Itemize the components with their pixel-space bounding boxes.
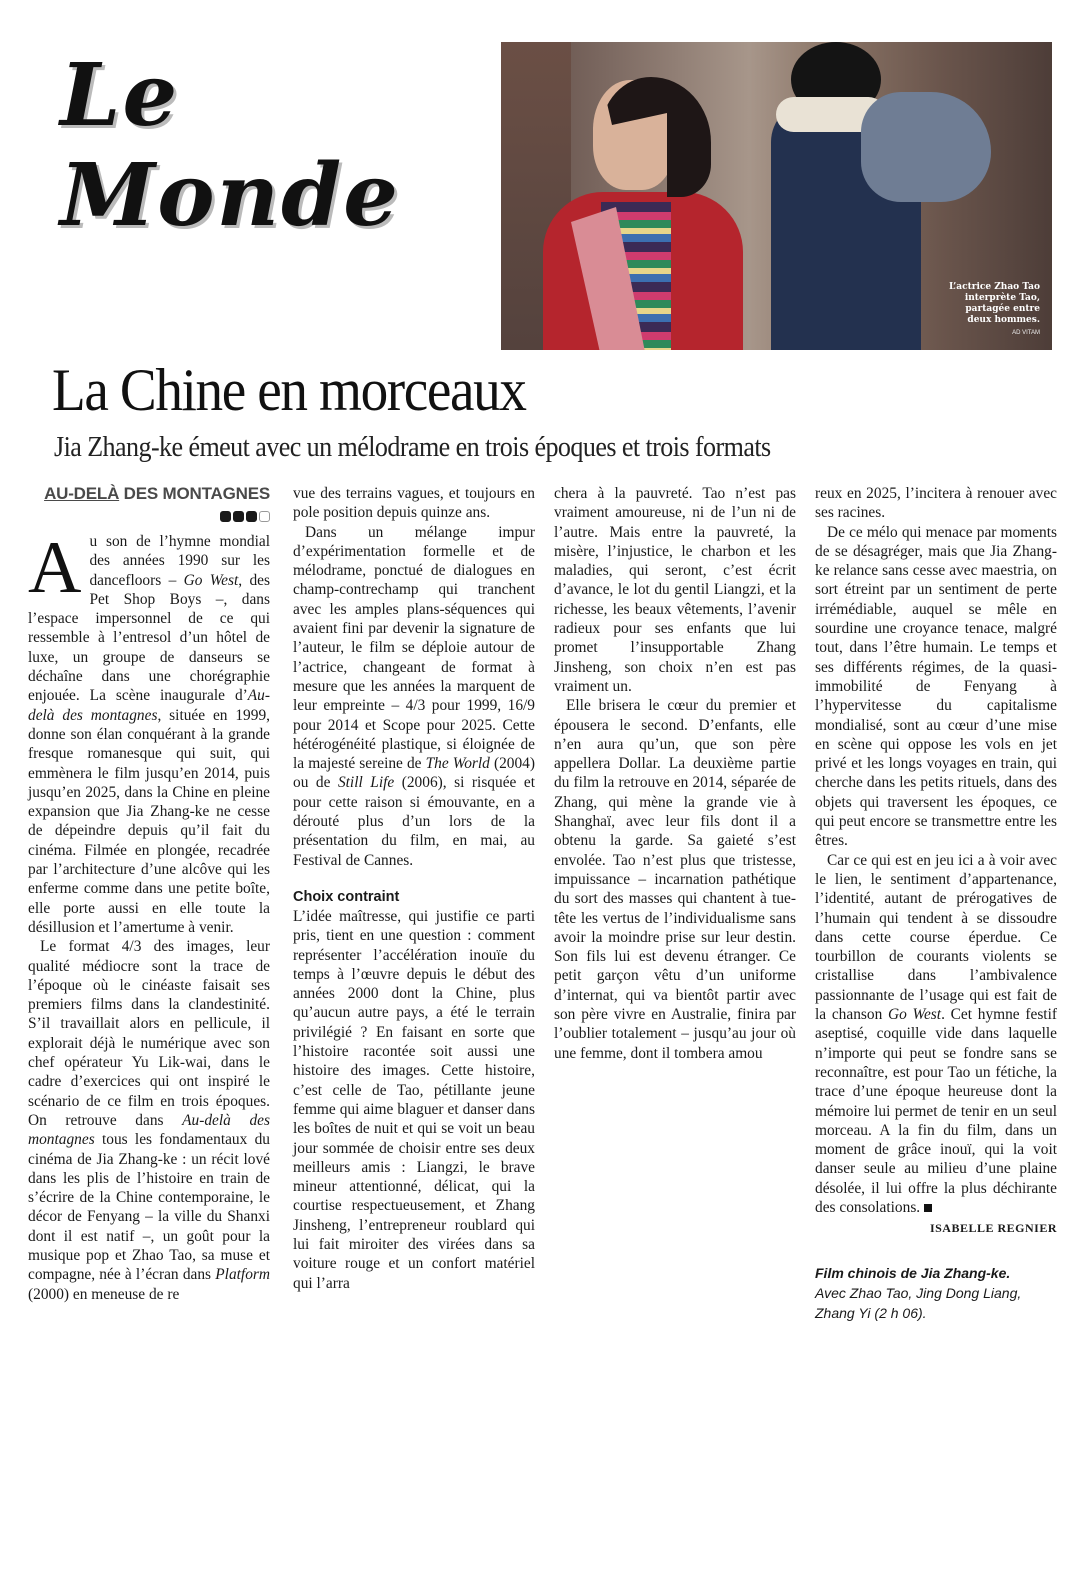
rating-filled-icon [246,511,257,522]
text: (2000) en meneuse de re [28,1285,180,1303]
text: tous les fondamentaux du cinéma de Jia Zhang-ke : un récit lové dans les plis de l’histoire en train de s’écrire de la Chine contemporaine, le décor de Fenyang – la ville du Shanxi dont il est natif –, un goût pour la musique pop et Zhao Tao, sa muse et compagne, née à l’écran dans [28,1131,270,1284]
film-title-kicker [28,484,270,504]
photo-bag [861,92,991,202]
article-column-4 [815,484,1057,1323]
paragraph-4-continued: chera à la pauvreté. Tao n’est pas vraiment amoureuse, ni de l’un ni de l’autre. Mais entre la pauvreté, la misère, l’injustice, le charbon et les maladies, qui seront, c’est écrit d’avance, le lot du gentil Liangzi, et la richesse, les beaux vêtements, l’avenir radieux pour ses enfants que lui promet l’insupportable Zhang Jinsheng, son choix n’en est pas vraiment un. [554,485,796,695]
paragraph-2 [28,937,270,1304]
le-monde-logo: Le Monde [60,45,400,246]
text: Le format 4/3 des images, leur qualité médiocre sont la trace de l’époque où le cinéaste faisait ses premiers films dans la clandestinité. S’il travaillait alors en pellicule, il explorait déjà le numérique avec son chef opérateur Yu Lik-wai, dans le cadre d’exercices qui ont inspiré le scénario de ce film en trois époques. On retrouve dans [28,938,270,1129]
text: (2006), si risquée et pour cette raison si émouvante, en a dérouté plus d’un lors de la présentation du film, en mai, au Festival de Cannes. [293,774,535,869]
credits-cast: Avec Zhao Tao, Jing Dong Liang, Zhang Yi (2 h 06). [815,1284,1022,1321]
caption-line: partagée entre [965,304,1040,314]
section-title: Choix contraint [293,888,400,905]
paragraph-6: De ce mélo qui menace par moments de se désagréger, mais que Jia Zhang-ke relance sans cesse avec maestria, on sort étreint par un sentiment de perte irrémédiable, auquel se mêle en sourdine une croyance tenace, malgré tout, dans l’être humain. Le temps et ses différents régimes, de la quasi-immobilité de Fenyang à l’hypervitesse du capitalisme mondialisé, sont au cœur d’une mise en scène qui oppose les vols en jet privé et les longs voyages en train, qui cherche dans les petits rituels, dans des objets qui traversent les époques, ce qui peut encore se transmettre entre les êtres. [815,523,1057,850]
paragraph-7 [815,851,1057,1218]
rating-empty-icon [259,511,270,522]
dropcap: A [28,527,82,609]
rating-filled-icon [233,511,244,522]
film-title: Au-delà des montagnes [28,687,270,724]
caption-line: deux hommes. [967,315,1040,325]
song-title: Go West [888,1006,942,1024]
text: . Cet hymne festif aseptisé, coquille vide dans laquelle n’importe qui peut se fondre sans se reconnaître, est pour Tao un fétiche, la trace d’une époque heureuse dont la mémoire lui permet de tenir en un seul morceau. A la fin du film, dans un moment de grâce inouï, qui la voit danser seule au milieu d’une plaine désolée, il lui offre la plus déchirante des consolations. [815,1006,1057,1216]
film-credits [815,1263,1057,1323]
rating-squares [28,508,270,522]
article-headline: La Chine en morceaux [52,357,526,423]
paragraph-5: Elle brisera le cœur du premier et épousera le second. D’enfants, elle n’en aura qu’un, que son père appellera Dollar. La deuxième partie du film la retrouve en 2014, séparée de Zhang, qui mène la grande vie à Shanghaï, avec leur fils dont il a obtenu la garde. Sa gaieté s’est envolée. Tao n’est plus que tristesse, impuissance – incarnation pathétique du sort des masses qui chantent à tue-tête les vertus de l’individualisme sans avoir la moindre prise sur leur destin. Son fils lui est devenu étranger. Ce petit garçon vêtu d’un uniforme d’internat, qui va bientôt partir avec son père vivre en Australie, finira par l’oublier totalement – jusqu’au jour où une femme, dont il tombera amou [554,697,796,1062]
photo-caption [949,282,1040,326]
photo-credit: AD VITAM [1012,330,1040,336]
article-photo [501,42,1052,350]
paragraph-5-continued: reux en 2025, l’incitera à renouer avec ses racines. [815,485,1057,522]
text: , située en 1999, donne son élan conquérant à la grande fresque romanesque qui suit, qui emmènera le film jusqu’en 2014, puis jusqu’en 2025, dans la Chine en pleine expansion que Jia Zhang-ke ne cesse de dépeindre depuis qu’il fait du cinéma. Filmée en plongée, recadrée par l’architecture d’une alcôve qui les enferme comme dans une petite boîte, elle porte aussi en elle toute la désillusion et l’amertume à venir. [28,706,270,936]
article-column-3 [554,484,796,1063]
kicker-rest: DES MONTAGNES [119,484,270,503]
paragraph-1 [28,527,270,937]
text: Car ce qui est en jeu ici a à voir avec le lien, le sentiment d’appartenance, l’identité, autant de prérogatives de l’humain qui tendent à se dissoudre dans cette course éperdue. Ce tourbillon de courants violents se cristallise dans l’ambivalence passionnante de l’usage qui est fait de la chanson [815,851,1057,1024]
text: , des Pet Shop Boys –, dans l’espace impersonnel de ce qui ressemble à l’entresol d’un hôtel de luxe, un groupe de danseurs se déchaîne dans une chorégraphie enjouée. La scène inaugurale d’ [28,571,270,705]
paragraph-4: L’idée maîtresse, qui justifie ce parti pris, tient en une question : comment représenter l’accélération inouïe du temps à l’œuvre depuis le début des années 2000 dont la Chine, plus qu’aucun autre pays, a été le terrain privilégié ? En faisant en sorte que l’histoire racontée soit aussi une histoire des images. Cette histoire, c’est celle de Tao, pétillante jeune femme qui aime blaguer et danser dans les boîtes de nuit et qui se voit un beau jour sommée de choisir entre ses deux meilleurs amis : Liangzi, le brave mineur attentionné, délicat, qui la courtise respectueusement, et Zhang Jinsheng, l’entrepreneur roublard qui lui fait miroiter des virées dans sa voiture rouge et un confort matériel qui l’arra [293,907,535,1292]
film-title: The World [425,755,490,773]
caption-line: interprète Tao, [964,293,1040,303]
article-subheadline: Jia Zhang-ke émeut avec un mélodrame en trois époques et trois formats [54,432,771,463]
paragraph-2-continued: vue des terrains vagues, et toujours en pole position depuis quinze ans. [293,485,535,522]
paragraph-3 [293,523,535,870]
article-column-2 [293,484,535,1293]
end-mark-icon [924,1204,932,1212]
author-byline: ISABELLE REGNIER [929,1221,1057,1236]
kicker-underlined: AU-DELÀ [44,484,120,503]
text: (2004) ou de [293,755,535,792]
song-title: Go West [183,571,239,589]
credits-director: Film chinois de Jia Zhang-ke. [815,1264,1011,1281]
film-title: Still Life [337,774,395,792]
film-title: Au-delà des montagnes [28,1111,270,1149]
text: Dans un mélange impur d’expérimentation formelle et de mélodrame, ponctué de dialogues en champ-contrechamp qui tranchent avec les amples plans-séquences qui avaient fini par devenir la signature de l’auteur, le film se déploie autour de l’actrice, changeant de format à mesure que les années la marquent de leur empreinte – 4/3 pour 1999, 16/9 pour 2014 et Scope pour 2025. Cette hétérogénéité plastique, si éloignée de la majesté sereine de [293,523,535,773]
film-title: Platform [215,1266,270,1284]
rating-filled-icon [220,511,231,522]
article-column-1 [28,484,270,1304]
text: u son de l’hymne mondial des années 1990 sur les dancefloors – [89,533,270,589]
caption-line: L’actrice Zhao Tao [948,282,1040,292]
